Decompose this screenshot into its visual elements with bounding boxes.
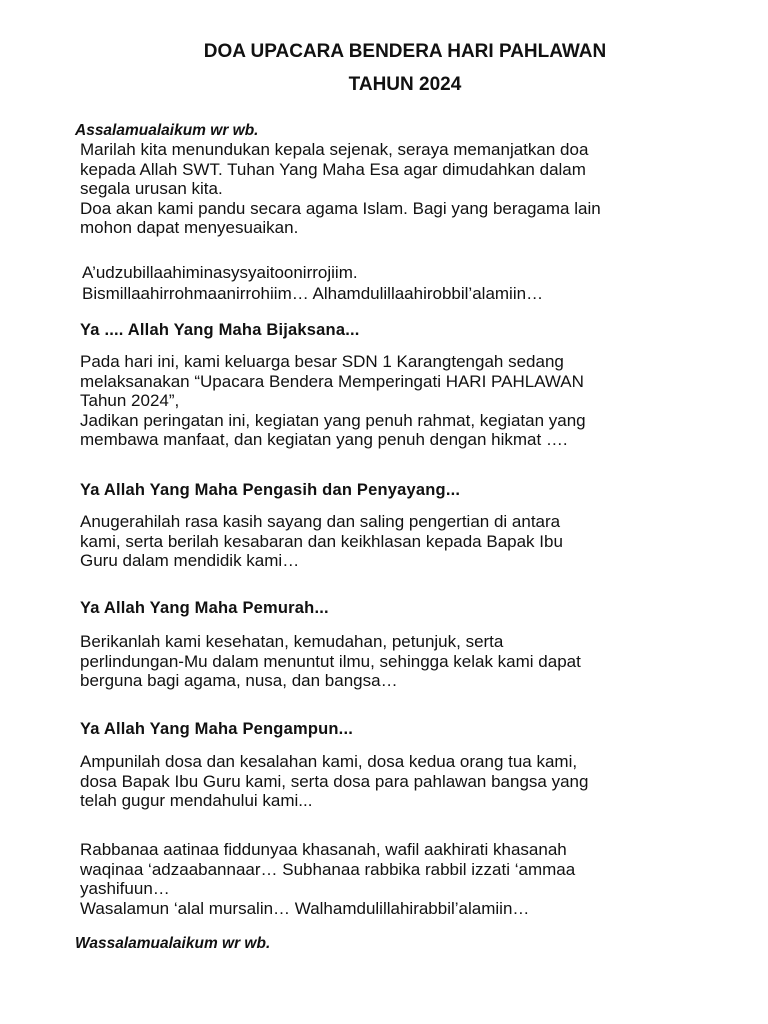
closing-greeting: Wassalamualaikum wr wb. [75,935,271,952]
section-heading-pengasih: Ya Allah Yang Maha Pengasih dan Penyayang... [80,481,461,499]
section-body-pengampun: Ampunilah dosa dan kesalahan kami, dosa kedua orang tua kami, dosa Bapak Ibu Guru kami, serta dosa para pahlawan bangsa yang telah gugur mendahului kami... [80,752,589,810]
section-body-pengasih: Anugerahilah rasa kasih sayang dan saling pengertian di antara kami, serta berilah kesabaran dan keikhlasan kepada Bapak Ibu Guru dalam mendidik kami… [80,512,563,570]
document-title-line-2: TAHUN 2024 [348,74,462,95]
taawudz-line: A’udzubillaahiminasysyaitoonirrojiim. [82,263,358,282]
closing-prayer: Rabbanaa aatinaa fiddunyaa khasanah, wafil aakhirati khasanah waqinaa ‘adzaabannaar… Subhanaa rabbika rabbil izzati ‘ammaa yashifuun… Wasalamun ‘alal mursalin… Walhamdulillahirabbil’alamiin… [80,840,576,918]
opening-greeting: Assalamualaikum wr wb. [75,122,259,139]
basmalah-line: Bismillaahirrohmaanirrohiim… Alhamdulillaahirobbil’alamiin… [82,284,544,303]
section-heading-bijaksana: Ya .... Allah Yang Maha Bijaksana... [80,321,360,339]
section-body-bijaksana: Pada hari ini, kami keluarga besar SDN 1 Karangtengah sedang melaksanakan “Upacara Bendera Memperingati HARI PAHLAWAN Tahun 2024”, Jadikan peringatan ini, kegiatan yang penuh rahmat, kegiatan yang membawa manfaat, dan kegiatan yang penuh dengan hikmat …. [80,352,586,449]
section-heading-pemurah: Ya Allah Yang Maha Pemurah... [80,599,329,617]
intro-paragraph: Marilah kita menundukan kepala sejenak, seraya memanjatkan doa kepada Allah SWT. Tuhan Yang Maha Esa agar dimudahkan dalam segala urusan kita. Doa akan kami pandu secara agama Islam. Bagi yang beragama lain mohon dapat menyesuaikan. [80,140,601,237]
document-title-line-1: DOA UPACARA BENDERA HARI PAHLAWAN [203,41,607,62]
section-heading-pengampun: Ya Allah Yang Maha Pengampun... [80,720,354,738]
section-body-pemurah: Berikanlah kami kesehatan, kemudahan, petunjuk, serta perlindungan-Mu dalam menuntut ilmu, sehingga kelak kami dapat berguna bagi agama, nusa, dan bangsa… [80,632,581,690]
